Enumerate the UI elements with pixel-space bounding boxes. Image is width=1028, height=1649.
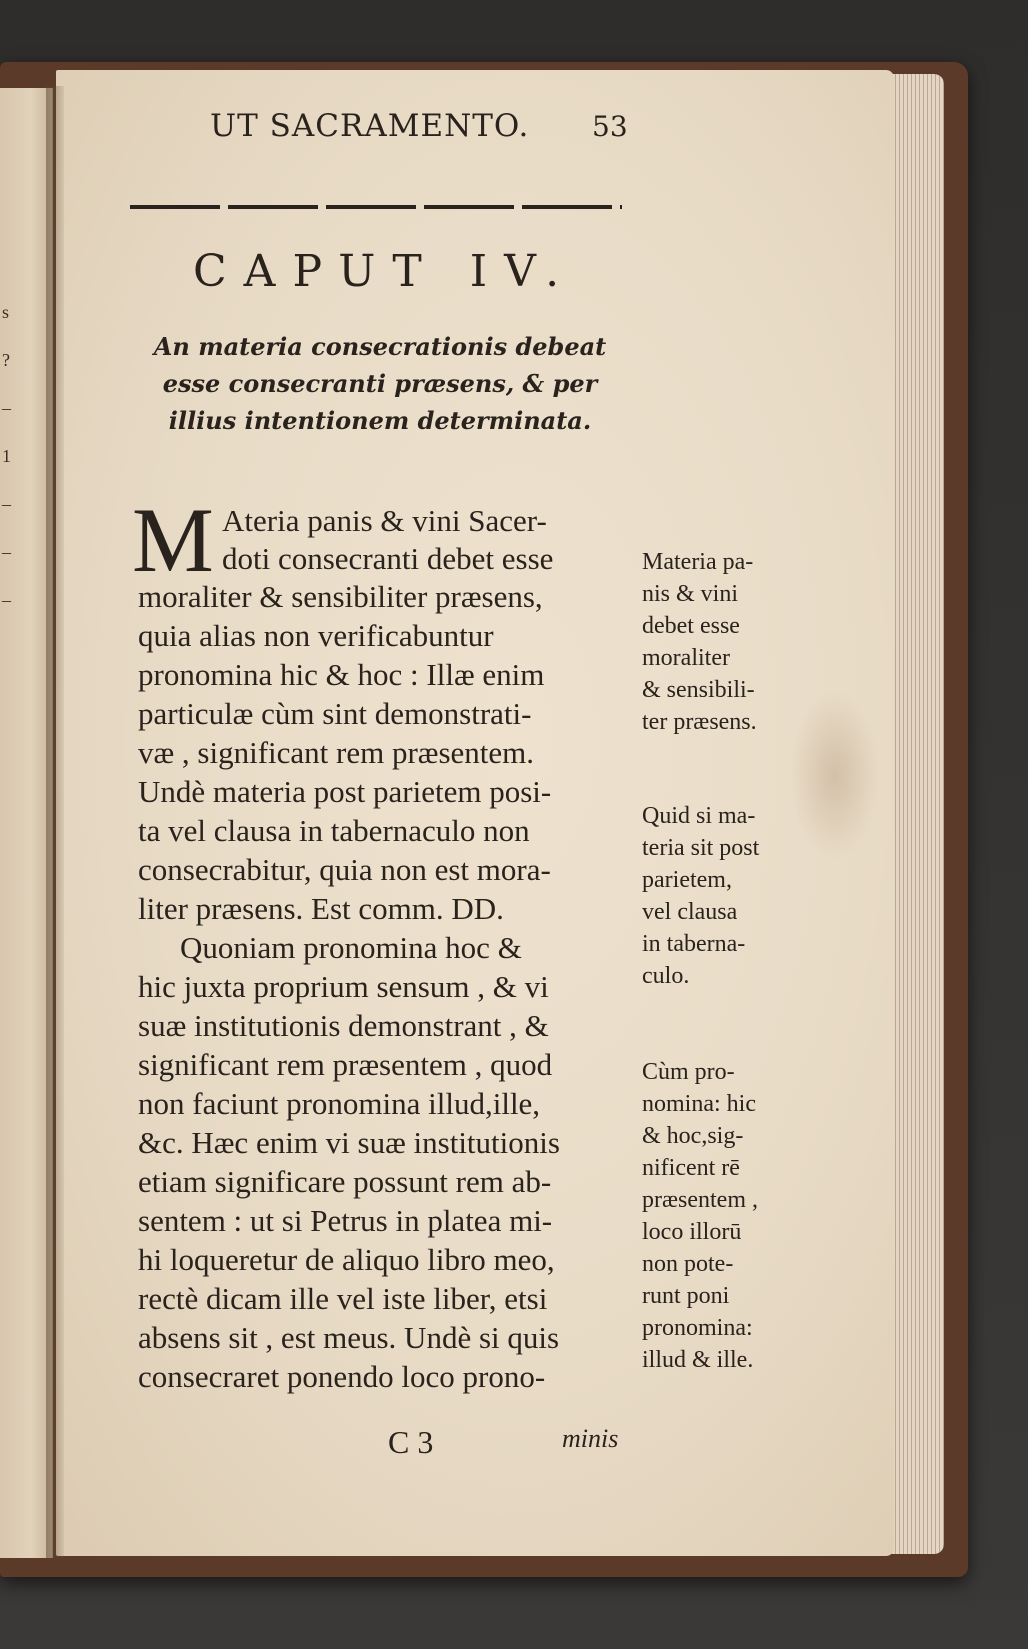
catchword: minis	[562, 1424, 619, 1453]
margin-note-line: Quid si ma-	[642, 803, 756, 829]
margin-note-line: Materia pa-	[642, 549, 754, 575]
body-line: moraliter & sensibiliter præsens,	[138, 579, 543, 614]
margin-note-line: ter præsens.	[642, 709, 757, 735]
margin-note-line: runt poni	[642, 1283, 730, 1309]
body-line: hi loqueretur de aliquo libro meo,	[138, 1242, 555, 1277]
body-line: væ , significant rem præsentem.	[138, 735, 535, 770]
margin-note-line: & sensibili-	[642, 677, 755, 703]
body-line: particulæ cùm sint demonstrati-	[138, 696, 532, 731]
chapter-title: CAPUT IV.	[193, 246, 577, 297]
body-line: Ateria panis & vini Sacer-	[222, 503, 547, 538]
body-line: etiam significare possunt rem ab-	[138, 1164, 552, 1199]
margin-note-line: præsentem ,	[642, 1187, 758, 1213]
body-line: suæ institutionis demonstrant , &	[138, 1008, 549, 1043]
margin-note-line: & hoc,sig-	[642, 1123, 744, 1149]
body-line: consecrabitur, quia non est mora-	[138, 852, 551, 887]
margin-note-line: loco illorū	[642, 1219, 742, 1245]
body-line: pronomina hic & hoc : Illæ enim	[138, 657, 545, 692]
running-head: UT SACRAMENTO.	[210, 108, 530, 144]
margin-note-line: nis & vini	[642, 581, 739, 607]
body-line: absens sit , est meus. Undè si quis	[138, 1320, 560, 1355]
page-number: 53	[592, 110, 628, 143]
body-line: consecraret ponendo loco prono-	[138, 1359, 546, 1394]
margin-note-line: nomina: hic	[642, 1091, 756, 1117]
margin-note-line: non pote-	[642, 1251, 734, 1277]
body-line: Undè materia post parietem posi-	[138, 774, 552, 809]
body-line: &c. Hæc enim vi suæ institutionis	[138, 1125, 560, 1160]
margin-note-line: moraliter	[642, 645, 730, 671]
paper-stain	[790, 690, 880, 860]
margin-note-line: illud & ille.	[642, 1347, 754, 1373]
margin-note-line: teria sit post	[642, 835, 760, 861]
margin-note-line: debet esse	[642, 613, 740, 639]
margin-note-line: Cùm pro-	[642, 1059, 735, 1085]
body-line: significant rem præsentem , quod	[138, 1047, 553, 1082]
body-line: rectè dicam ille vel iste liber, etsi	[138, 1281, 548, 1316]
margin-note-line: pronomina:	[642, 1315, 753, 1341]
ornamental-rule	[130, 205, 622, 209]
body-line: liter præsens. Est comm. DD.	[138, 891, 504, 926]
body-line: Quoniam pronomina hoc &	[180, 930, 522, 965]
body-line: non faciunt pronomina illud,ille,	[138, 1086, 541, 1121]
body-line: hic juxta proprium sensum , & vi	[138, 969, 549, 1004]
body-line: ta vel clausa in tabernaculo non	[138, 813, 530, 848]
body-line: doti consecranti debet esse	[222, 541, 554, 576]
facing-page-marks: s ? – 1 – – –	[2, 302, 11, 610]
margin-note-line: vel clausa	[642, 899, 738, 925]
margin-note-line: culo.	[642, 963, 690, 989]
gutter-shadow	[46, 86, 64, 1558]
body-line: sentem : ut si Petrus in platea mi-	[138, 1203, 553, 1238]
signature-mark: C 3	[388, 1424, 434, 1460]
margin-note-line: parietem,	[642, 867, 732, 893]
margin-note-line: in taberna-	[642, 931, 746, 957]
body-line: quia alias non verificabuntur	[138, 618, 494, 653]
margin-note-line: nificent rē	[642, 1155, 740, 1181]
chapter-subtitle: An materia consecrationis debeat esse consecranti præsens, & per illius intentionem determinata.	[153, 332, 607, 435]
drop-cap: M	[132, 489, 214, 591]
